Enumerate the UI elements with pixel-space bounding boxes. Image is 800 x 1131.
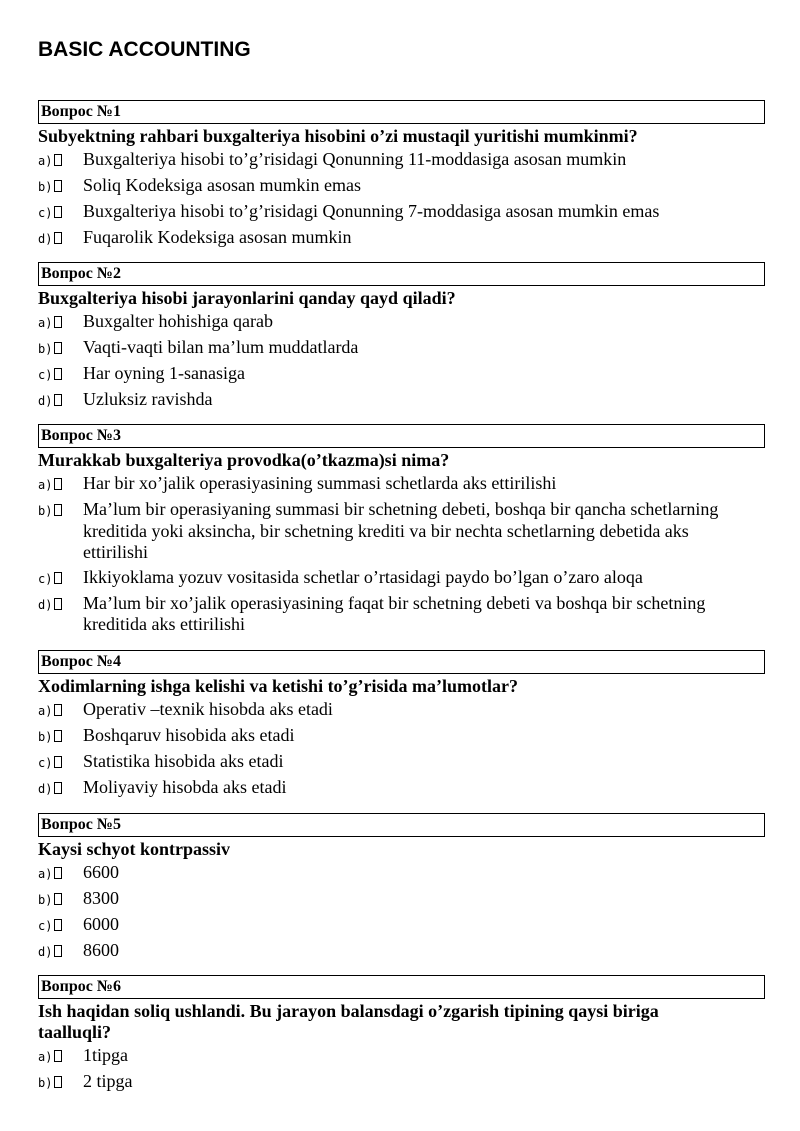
checkbox-icon (54, 598, 62, 610)
option-text: 6000 (83, 914, 119, 934)
checkbox-icon (54, 572, 62, 584)
checkbox-icon (54, 919, 62, 931)
option-text: Har bir xo’jalik operasiyasining summasi schetlarda aks ettirilishi (83, 473, 557, 493)
question-header: Вопрос №5 (38, 813, 765, 837)
checkbox-icon (54, 782, 62, 794)
answer-option-a[interactable] (38, 149, 765, 172)
answer-option-c[interactable] (38, 363, 765, 386)
option-text: Fuqarolik Kodeksiga asosan mumkin (83, 227, 352, 247)
option-text: 8600 (83, 940, 119, 960)
option-letter: c) (38, 363, 83, 386)
option-letter: b) (38, 337, 83, 360)
answer-option-a[interactable] (38, 473, 765, 496)
question-header: Вопрос №6 (38, 975, 765, 999)
option-letter: a) (38, 149, 83, 172)
question-header: Вопрос №1 (38, 100, 765, 124)
option-letter: a) (38, 699, 83, 722)
answer-options (38, 311, 765, 412)
checkbox-icon (54, 478, 62, 490)
option-letter: c) (38, 201, 83, 224)
checkbox-icon (54, 730, 62, 742)
option-letter: a) (38, 1045, 83, 1068)
option-text: 2 tipga (83, 1071, 133, 1091)
option-text: Statistika hisobida aks etadi (83, 751, 284, 771)
option-letter: c) (38, 751, 83, 774)
checkbox-icon (54, 316, 62, 328)
answer-option-a[interactable] (38, 1045, 765, 1068)
checkbox-icon (54, 342, 62, 354)
answer-options (38, 1045, 765, 1094)
answer-option-d[interactable] (38, 777, 765, 800)
answer-option-d[interactable] (38, 227, 765, 250)
question-text: Xodimlarning ishga kelishi va ketishi to’g’risida ma’lumotlar? (38, 676, 519, 696)
answer-options (38, 699, 765, 800)
option-letter: d) (38, 593, 83, 616)
option-letter: d) (38, 777, 83, 800)
document-title: BASIC ACCOUNTING (38, 38, 251, 61)
answer-option-a[interactable] (38, 862, 765, 885)
checkbox-icon (54, 893, 62, 905)
option-text: Har oyning 1-sanasiga (83, 363, 245, 383)
checkbox-icon (54, 867, 62, 879)
checkbox-icon (54, 945, 62, 957)
answer-options (38, 149, 765, 250)
option-text: 8300 (83, 888, 119, 908)
checkbox-icon (54, 154, 62, 166)
question-4 (38, 650, 765, 803)
answer-option-b[interactable] (38, 725, 765, 748)
option-letter: d) (38, 227, 83, 250)
checkbox-icon (54, 368, 62, 380)
answer-option-a[interactable] (38, 311, 765, 334)
option-letter: c) (38, 914, 83, 937)
question-text: Kaysi schyot kontrpassiv (38, 839, 231, 859)
answer-option-d[interactable] (38, 593, 765, 636)
option-letter: a) (38, 473, 83, 496)
answer-option-c[interactable] (38, 751, 765, 774)
checkbox-icon (54, 232, 62, 244)
option-letter: d) (38, 389, 83, 412)
answer-option-b[interactable] (38, 499, 765, 564)
option-text: 6600 (83, 862, 119, 882)
checkbox-icon (54, 1076, 62, 1088)
question-6 (38, 975, 765, 1097)
option-letter: b) (38, 725, 83, 748)
checkbox-icon (54, 394, 62, 406)
option-text: Ma’lum bir xo’jalik operasiyasining faqat bir schetning debeti va boshqa bir schetning kreditida aks ettirilishi (83, 592, 706, 634)
question-text: Buxgalteriya hisobi jarayonlarini qanday qayd qiladi? (38, 288, 456, 308)
question-text: Murakkab buxgalteriya provodka(o’tkazma)si nima? (38, 450, 450, 470)
question-3 (38, 424, 765, 639)
answer-option-d[interactable] (38, 389, 765, 412)
answer-option-b[interactable] (38, 337, 765, 360)
option-letter: a) (38, 311, 83, 334)
checkbox-icon (54, 504, 62, 516)
option-letter: d) (38, 940, 83, 963)
question-2 (38, 262, 765, 415)
answer-option-d[interactable] (38, 940, 765, 963)
answer-option-c[interactable] (38, 567, 765, 590)
option-letter: b) (38, 499, 83, 522)
option-text: Buxgalter hohishiga qarab (83, 311, 273, 331)
option-text: Boshqaruv hisobida aks etadi (83, 725, 295, 745)
checkbox-icon (54, 1050, 62, 1062)
option-text: Operativ –texnik hisobda aks etadi (83, 699, 333, 719)
answer-option-c[interactable] (38, 914, 765, 937)
option-text: Moliyaviy hisobda aks etadi (83, 777, 287, 797)
question-header: Вопрос №3 (38, 424, 765, 448)
question-1 (38, 100, 765, 253)
question-5 (38, 813, 765, 966)
option-text: Uzluksiz ravishda (83, 389, 213, 409)
checkbox-icon (54, 180, 62, 192)
question-header: Вопрос №2 (38, 262, 765, 286)
checkbox-icon (54, 704, 62, 716)
option-letter: c) (38, 567, 83, 590)
answer-options (38, 473, 765, 636)
question-text: Ish haqidan soliq ushlandi. Bu jarayon balansdagi o’zgarish tipining qaysi biriga taalluqli? (38, 1001, 659, 1042)
option-text: 1tipga (83, 1045, 128, 1065)
answer-option-b[interactable] (38, 1071, 765, 1094)
option-letter: a) (38, 862, 83, 885)
question-text: Subyektning rahbari buxgalteriya hisobini o’zi mustaqil yuritishi mumkinmi? (38, 126, 638, 146)
option-letter: b) (38, 1071, 83, 1094)
question-header: Вопрос №4 (38, 650, 765, 674)
option-text: Buxgalteriya hisobi to’g’risidagi Qonunning 7-moddasiga asosan mumkin emas (83, 201, 660, 221)
option-text: Ikkiyoklama yozuv vositasida schetlar o’rtasidagi paydo bo’lgan o’zaro aloqa (83, 566, 643, 587)
option-text: Ma’lum bir operasiyaning summasi bir schetning debeti, boshqa bir qancha schetlarning kreditida yoki aksincha, bir schetning krediti va bir nechta schetlarning debetida aks ettirilishi (83, 499, 719, 562)
answer-options (38, 862, 765, 963)
option-letter: b) (38, 888, 83, 911)
answer-option-a[interactable] (38, 699, 765, 722)
answer-option-c[interactable] (38, 201, 765, 224)
option-text: Buxgalteriya hisobi to’g’risidagi Qonunning 11-moddasiga asosan mumkin (83, 149, 627, 169)
answer-option-b[interactable] (38, 888, 765, 911)
answer-option-b[interactable] (38, 175, 765, 198)
checkbox-icon (54, 756, 62, 768)
option-text: Soliq Kodeksiga asosan mumkin emas (83, 175, 361, 195)
option-text: Vaqti-vaqti bilan ma’lum muddatlarda (83, 337, 359, 357)
checkbox-icon (54, 206, 62, 218)
option-letter: b) (38, 175, 83, 198)
